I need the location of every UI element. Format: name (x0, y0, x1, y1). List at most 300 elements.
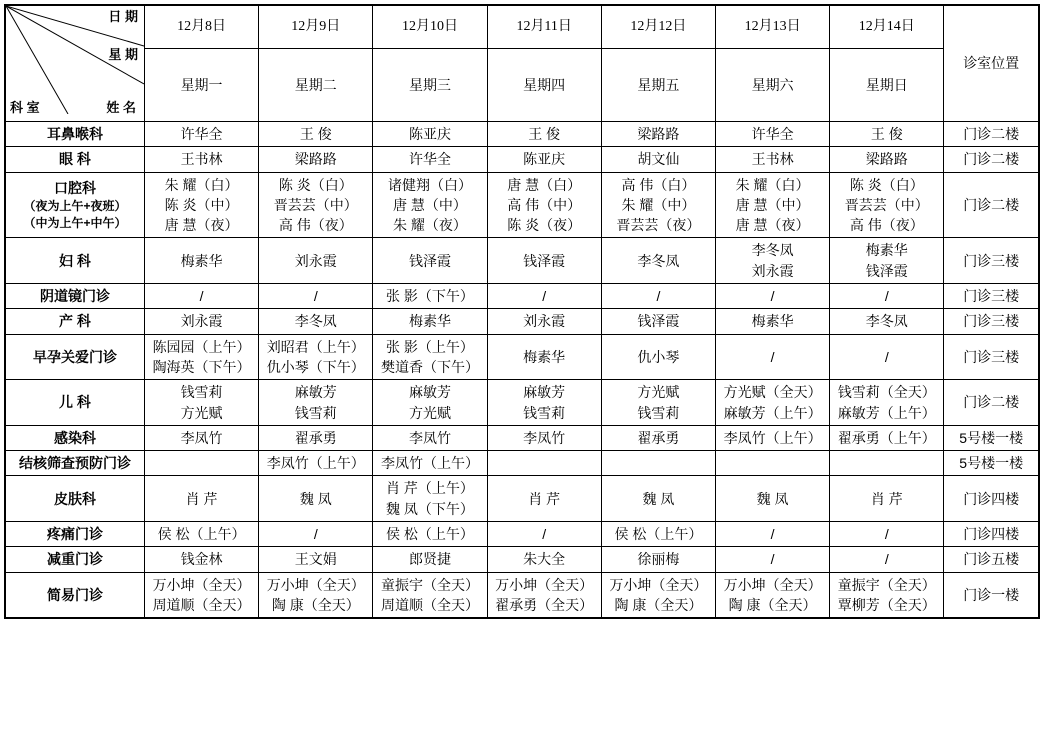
doctor-entry: 高 伟（夜） (849, 217, 924, 234)
schedule-cell (259, 547, 373, 572)
doctor-entry: 侯 松（上午） (157, 526, 246, 543)
doctor-entry: 肖 芹 (870, 490, 903, 507)
doctor-entry: 梁路路 (294, 151, 337, 168)
schedule-cell (259, 380, 373, 426)
doctor-entry: 仇小琴（下午） (266, 358, 365, 375)
table-row (5, 172, 1039, 238)
schedule-cell (144, 380, 258, 426)
doctor-entry: 王书林 (751, 151, 794, 168)
doctor-entry: 翟承勇（上午） (837, 429, 936, 446)
doctor-entry: 胡文仙 (637, 151, 680, 168)
schedule-cell (373, 380, 487, 426)
schedule-cell (487, 522, 601, 547)
table-row (5, 238, 1039, 284)
doctor-entry: 李凤竹（上午） (723, 429, 822, 446)
schedule-cell (487, 238, 601, 284)
table-row (5, 122, 1039, 147)
schedule-cell (144, 122, 258, 147)
schedule-cell (144, 309, 258, 334)
schedule-cell (373, 238, 487, 284)
day-date-header-1: 12月8日 (144, 5, 258, 49)
department-name-cell (5, 451, 144, 476)
doctor-entry: / (656, 288, 661, 305)
corner-date-label: 日 期 (108, 9, 138, 24)
schedule-cell (830, 451, 944, 476)
doctor-entry: 钱泽霞 (865, 262, 908, 279)
schedule-cell (259, 572, 373, 618)
doctor-entry: 麻敏芳 (408, 384, 451, 401)
doctor-entry: / (199, 288, 204, 305)
department-label: 眼 科 (59, 151, 91, 168)
doctor-entry: 李凤竹（上午） (266, 455, 365, 472)
location-cell: 门诊二楼 (944, 147, 1039, 172)
schedule-cell (601, 238, 715, 284)
doctor-entry: 李凤竹 (408, 429, 451, 446)
department-label: 儿 科 (59, 394, 91, 411)
doctor-entry (718, 453, 827, 473)
doctor-entry: 樊道香（下午） (380, 358, 479, 375)
department-name-cell (5, 309, 144, 334)
day-week-header-5: 星期五 (601, 49, 715, 122)
schedule-cell (259, 425, 373, 450)
department-name-cell (5, 334, 144, 380)
schedule-cell (144, 476, 258, 522)
department-label: 阴道镜门诊 (39, 288, 110, 305)
schedule-cell (144, 238, 258, 284)
schedule-cell (144, 172, 258, 238)
doctor-entry: 麻敏芳（上午） (837, 404, 936, 421)
doctor-entry: 钱泽霞 (637, 313, 680, 330)
location-cell: 门诊二楼 (944, 380, 1039, 426)
department-label: 感染科 (53, 429, 96, 446)
doctor-entry: 许华全 (408, 151, 451, 168)
doctor-entry: 翟承勇（全天） (495, 596, 594, 613)
schedule-cell (487, 572, 601, 618)
doctor-entry: 刘永霞 (751, 262, 794, 279)
doctor-entry: 郎贤捷 (408, 551, 451, 568)
schedule-cell (715, 147, 829, 172)
schedule-cell (601, 334, 715, 380)
schedule-cell (715, 476, 829, 522)
doctor-entry: 张 影（下午） (386, 288, 474, 305)
doctor-entry (490, 453, 599, 473)
schedule-cell (601, 172, 715, 238)
doctor-entry: 麻敏芳 (294, 384, 337, 401)
schedule-cell (601, 522, 715, 547)
doctor-entry: 钱雪莉 (180, 384, 223, 401)
day-date-header-6: 12月13日 (715, 5, 829, 49)
doctor-entry: 陈 炎（白） (278, 176, 353, 193)
schedule-cell (144, 451, 258, 476)
doctor-entry: 钱雪莉（全天） (837, 384, 936, 401)
doctor-entry: 陈园园（上午） (152, 338, 251, 355)
doctor-entry: 唐 慧（夜） (735, 217, 810, 234)
doctor-entry: / (770, 348, 775, 365)
doctor-entry: 刘永霞 (523, 313, 566, 330)
doctor-entry: 梅素华 (865, 242, 908, 259)
doctor-entry: 肖 芹 (185, 490, 218, 507)
doctor-entry: 李冬凤 (751, 242, 794, 259)
doctor-entry: 钱雪莉 (523, 404, 566, 421)
table-row (5, 334, 1039, 380)
doctor-entry: 梁路路 (637, 126, 680, 142)
schedule-cell (487, 334, 601, 380)
doctor-entry: 万小坤（全天） (723, 576, 822, 593)
schedule-cell (373, 334, 487, 380)
schedule-cell (373, 172, 487, 238)
schedule-cell (487, 380, 601, 426)
department-name-cell (5, 476, 144, 522)
doctor-entry: 陶 康（全天） (271, 596, 360, 613)
doctor-entry: 钱泽霞 (523, 252, 566, 269)
schedule-cell (715, 572, 829, 618)
schedule-cell (715, 334, 829, 380)
day-week-header-1: 星期一 (144, 49, 258, 122)
table-row (5, 309, 1039, 334)
doctor-entry: 诸健翔（白） (387, 176, 472, 193)
schedule-cell (601, 309, 715, 334)
location-cell: 5号楼一楼 (944, 451, 1039, 476)
doctor-entry: 翟承勇 (294, 429, 337, 446)
schedule-cell (830, 522, 944, 547)
doctor-entry: 魏 凤 (299, 490, 332, 507)
table-row (5, 284, 1039, 309)
doctor-entry: 高 伟（中） (507, 196, 582, 213)
doctor-entry: 仇小琴 (637, 348, 680, 365)
schedule-cell (373, 451, 487, 476)
doctor-entry: 方光赋 (180, 404, 223, 421)
day-week-header-2: 星期二 (259, 49, 373, 122)
schedule-cell (715, 238, 829, 284)
doctor-entry (832, 453, 941, 473)
schedule-cell (144, 547, 258, 572)
doctor-entry: / (770, 288, 775, 305)
day-date-header-4: 12月11日 (487, 5, 601, 49)
doctor-entry: 王文娟 (294, 551, 337, 568)
doctor-entry: 钱雪莉 (294, 404, 337, 421)
schedule-cell (259, 172, 373, 238)
doctor-entry: 李凤竹 (180, 429, 223, 446)
department-label: 减重门诊 (46, 551, 103, 568)
doctor-entry: 朱 耀（夜） (393, 217, 467, 234)
day-date-header-2: 12月9日 (259, 5, 373, 49)
schedule-cell (487, 425, 601, 450)
schedule-cell (144, 425, 258, 450)
doctor-entry: 朱 耀（中） (621, 196, 696, 213)
doctor-entry: 肖 芹（上午） (386, 480, 474, 497)
doctor-entry: 肖 芹 (528, 490, 561, 507)
doctor-entry: / (884, 288, 889, 305)
doctor-entry: 钱金林 (180, 551, 223, 568)
department-name-cell (5, 238, 144, 284)
schedule-cell (715, 122, 829, 147)
day-week-header-4: 星期四 (487, 49, 601, 122)
corner-week-label: 星 期 (108, 47, 138, 62)
day-date-header-7: 12月14日 (830, 5, 944, 49)
location-cell: 门诊三楼 (944, 238, 1039, 284)
doctor-entry: 陶 康（全天） (614, 596, 703, 613)
doctor-entry: 梅素华 (180, 252, 223, 269)
schedule-cell (601, 425, 715, 450)
schedule-cell (830, 122, 944, 147)
doctor-entry: 刘昭君（上午） (266, 338, 365, 355)
doctor-entry: 方光赋 (637, 384, 680, 401)
schedule-cell (373, 547, 487, 572)
schedule-cell (715, 380, 829, 426)
doctor-entry: 王 俊 (528, 126, 561, 142)
location-cell: 门诊三楼 (944, 334, 1039, 380)
department-name-cell (5, 147, 144, 172)
doctor-entry: 麻敏芳（上午） (723, 404, 822, 421)
department-note: （夜为上午+夜班） (23, 198, 127, 213)
schedule-cell (715, 522, 829, 547)
schedule-cell (373, 572, 487, 618)
table-row (5, 147, 1039, 172)
table-row (5, 547, 1039, 572)
department-name-cell (5, 425, 144, 450)
doctor-entry: 周道顺（全天） (380, 596, 479, 613)
schedule-cell (259, 147, 373, 172)
doctor-entry: 万小坤（全天） (495, 576, 594, 593)
doctor-entry: 童振宇（全天） (837, 576, 936, 593)
corner-name-label: 姓 名 (106, 100, 136, 116)
schedule-cell (601, 147, 715, 172)
doctor-entry: 朱 耀（白） (164, 176, 239, 193)
doctor-entry: 朱 耀（白） (735, 176, 810, 193)
schedule-cell (830, 147, 944, 172)
schedule-cell (144, 284, 258, 309)
schedule-cell (373, 284, 487, 309)
doctor-entry: 魏 凤 (756, 490, 789, 507)
schedule-cell (601, 380, 715, 426)
doctor-entry: 钱雪莉 (637, 404, 680, 421)
department-name-cell (5, 172, 144, 238)
table-row (5, 522, 1039, 547)
department-name-cell (5, 122, 144, 147)
schedule-cell (259, 238, 373, 284)
location-cell: 门诊三楼 (944, 284, 1039, 309)
schedule-cell (601, 122, 715, 147)
doctor-entry: 覃柳芳（全天） (837, 596, 936, 613)
doctor-entry: 周道顺（全天） (152, 596, 251, 613)
schedule-cell (487, 172, 601, 238)
schedule-cell (144, 147, 258, 172)
doctor-entry: 梁路路 (865, 151, 908, 168)
schedule-cell (715, 172, 829, 238)
department-label: 产 科 (59, 313, 91, 330)
schedule-cell (259, 334, 373, 380)
doctor-entry: 陈 炎（夜） (507, 217, 582, 234)
doctor-entry: 唐 慧（白） (507, 176, 582, 193)
doctor-entry: 刘永霞 (294, 252, 337, 269)
table-row (5, 380, 1039, 426)
doctor-entry (147, 453, 256, 473)
schedule-cell (715, 284, 829, 309)
schedule-cell (487, 147, 601, 172)
doctor-entry: 万小坤（全天） (266, 576, 365, 593)
doctor-entry: / (884, 348, 889, 365)
schedule-cell (830, 572, 944, 618)
doctor-entry: / (542, 288, 547, 305)
schedule-cell (373, 122, 487, 147)
doctor-entry: / (542, 526, 547, 543)
doctor-entry: 侯 松（上午） (614, 526, 703, 543)
doctor-entry: 钱泽霞 (408, 252, 451, 269)
doctor-entry: 陈 炎（中） (164, 196, 239, 213)
department-label: 皮肤科 (53, 490, 96, 507)
schedule-cell (715, 451, 829, 476)
schedule-cell (144, 572, 258, 618)
schedule-cell (259, 122, 373, 147)
doctor-entry: 魏 凤 (642, 490, 675, 507)
department-label: 结核筛查预防门诊 (18, 455, 131, 472)
doctor-entry: 梅素华 (523, 348, 566, 365)
doctor-entry: 王书林 (180, 151, 223, 168)
schedule-cell (830, 172, 944, 238)
schedule-cell (259, 476, 373, 522)
department-label: 耳鼻喉科 (46, 126, 103, 142)
day-date-header-5: 12月12日 (601, 5, 715, 49)
location-cell: 门诊四楼 (944, 522, 1039, 547)
schedule-cell (487, 122, 601, 147)
corner-dept-label: 科 室 (10, 100, 40, 116)
department-label: 疼痛门诊 (46, 526, 103, 543)
schedule-cell (373, 476, 487, 522)
doctor-entry: / (884, 526, 889, 543)
department-label: 口腔科 (53, 179, 96, 196)
doctor-entry: 李凤竹（上午） (380, 455, 479, 472)
schedule-cell (830, 476, 944, 522)
doctor-entry: 唐 慧（中） (735, 196, 810, 213)
schedule-cell (830, 380, 944, 426)
location-cell: 门诊四楼 (944, 476, 1039, 522)
location-cell: 门诊二楼 (944, 172, 1039, 238)
doctor-entry: / (884, 551, 889, 568)
location-cell: 5号楼一楼 (944, 425, 1039, 450)
location-cell: 门诊二楼 (944, 122, 1039, 147)
location-cell: 门诊三楼 (944, 309, 1039, 334)
schedule-cell (601, 547, 715, 572)
schedule-cell (830, 547, 944, 572)
doctor-entry: 唐 慧（中） (393, 196, 467, 213)
location-cell: 门诊五楼 (944, 547, 1039, 572)
schedule-cell (715, 425, 829, 450)
doctor-entry: 徐丽梅 (637, 551, 680, 568)
table-row (5, 425, 1039, 450)
department-name-cell (5, 547, 144, 572)
doctor-entry: / (770, 551, 775, 568)
department-note: （中为上午+中午） (23, 216, 127, 231)
table-row (5, 476, 1039, 522)
schedule-cell (601, 284, 715, 309)
doctor-entry: 唐 慧（夜） (164, 217, 239, 234)
schedule-cell (601, 572, 715, 618)
doctor-schedule-table (4, 4, 1040, 619)
doctor-entry: 高 伟（白） (621, 176, 696, 193)
doctor-entry (604, 453, 713, 473)
schedule-cell (487, 309, 601, 334)
department-name-cell (5, 380, 144, 426)
schedule-cell (259, 451, 373, 476)
day-date-header-3: 12月10日 (373, 5, 487, 49)
doctor-entry: / (770, 526, 775, 543)
doctor-entry: 童振宇（全天） (380, 576, 479, 593)
doctor-entry: 魏 凤（下午） (386, 500, 474, 517)
doctor-entry: 梅素华 (408, 313, 451, 330)
doctor-entry: 方光赋（全天） (723, 384, 822, 401)
schedule-cell (144, 334, 258, 380)
doctor-entry: 李凤竹 (523, 429, 566, 446)
department-name-cell (5, 522, 144, 547)
department-name-cell (5, 572, 144, 618)
doctor-entry: 侯 松（上午） (386, 526, 474, 543)
schedule-cell (259, 309, 373, 334)
schedule-cell (373, 522, 487, 547)
doctor-entry: 梅素华 (751, 313, 794, 330)
header-row-dates (5, 5, 1039, 49)
schedule-cell (830, 284, 944, 309)
schedule-cell (373, 309, 487, 334)
department-name-cell (5, 284, 144, 309)
doctor-entry: 王 俊 (299, 126, 332, 142)
doctor-entry: 陶 康（全天） (728, 596, 817, 613)
doctor-entry: 晋芸芸（中） (844, 196, 929, 213)
doctor-entry: 张 影（上午） (386, 338, 474, 355)
location-column-header: 诊室位置 (944, 5, 1039, 122)
doctor-entry: 陈亚庆 (523, 151, 566, 168)
schedule-cell (830, 334, 944, 380)
doctor-entry: 晋芸芸（夜） (616, 217, 701, 234)
doctor-entry: 万小坤（全天） (152, 576, 251, 593)
doctor-entry: 翟承勇 (637, 429, 680, 446)
doctor-entry: 李冬凤 (637, 252, 680, 269)
schedule-cell (830, 238, 944, 284)
schedule-cell (259, 284, 373, 309)
doctor-entry: 晋芸芸（中） (273, 196, 358, 213)
doctor-entry: 朱大全 (523, 551, 566, 568)
doctor-entry: 李冬凤 (865, 313, 908, 330)
department-label: 早孕关爱门诊 (32, 348, 117, 365)
day-week-header-7: 星期日 (830, 49, 944, 122)
day-week-header-6: 星期六 (715, 49, 829, 122)
schedule-cell (715, 309, 829, 334)
schedule-cell (487, 547, 601, 572)
doctor-entry: 方光赋 (408, 404, 451, 421)
schedule-cell (259, 522, 373, 547)
schedule-cell (830, 425, 944, 450)
corner-header-cell (5, 5, 144, 122)
doctor-entry: 高 伟（夜） (278, 217, 353, 234)
doctor-entry: 陶海英（下午） (152, 358, 251, 375)
doctor-entry: 万小坤（全天） (609, 576, 708, 593)
doctor-entry: 王 俊 (870, 126, 903, 142)
schedule-cell (144, 522, 258, 547)
doctor-entry: / (313, 526, 318, 543)
doctor-entry: / (313, 288, 318, 305)
day-week-header-3: 星期三 (373, 49, 487, 122)
schedule-cell (487, 451, 601, 476)
department-label: 妇 科 (59, 252, 91, 269)
schedule-cell (715, 547, 829, 572)
doctor-entry: 许华全 (751, 126, 794, 142)
schedule-cell (373, 425, 487, 450)
header-row-weekdays (5, 49, 1039, 122)
schedule-cell (373, 147, 487, 172)
doctor-entry: 刘永霞 (180, 313, 223, 330)
doctor-entry: 许华全 (180, 126, 223, 142)
location-cell: 门诊一楼 (944, 572, 1039, 618)
schedule-cell (601, 451, 715, 476)
